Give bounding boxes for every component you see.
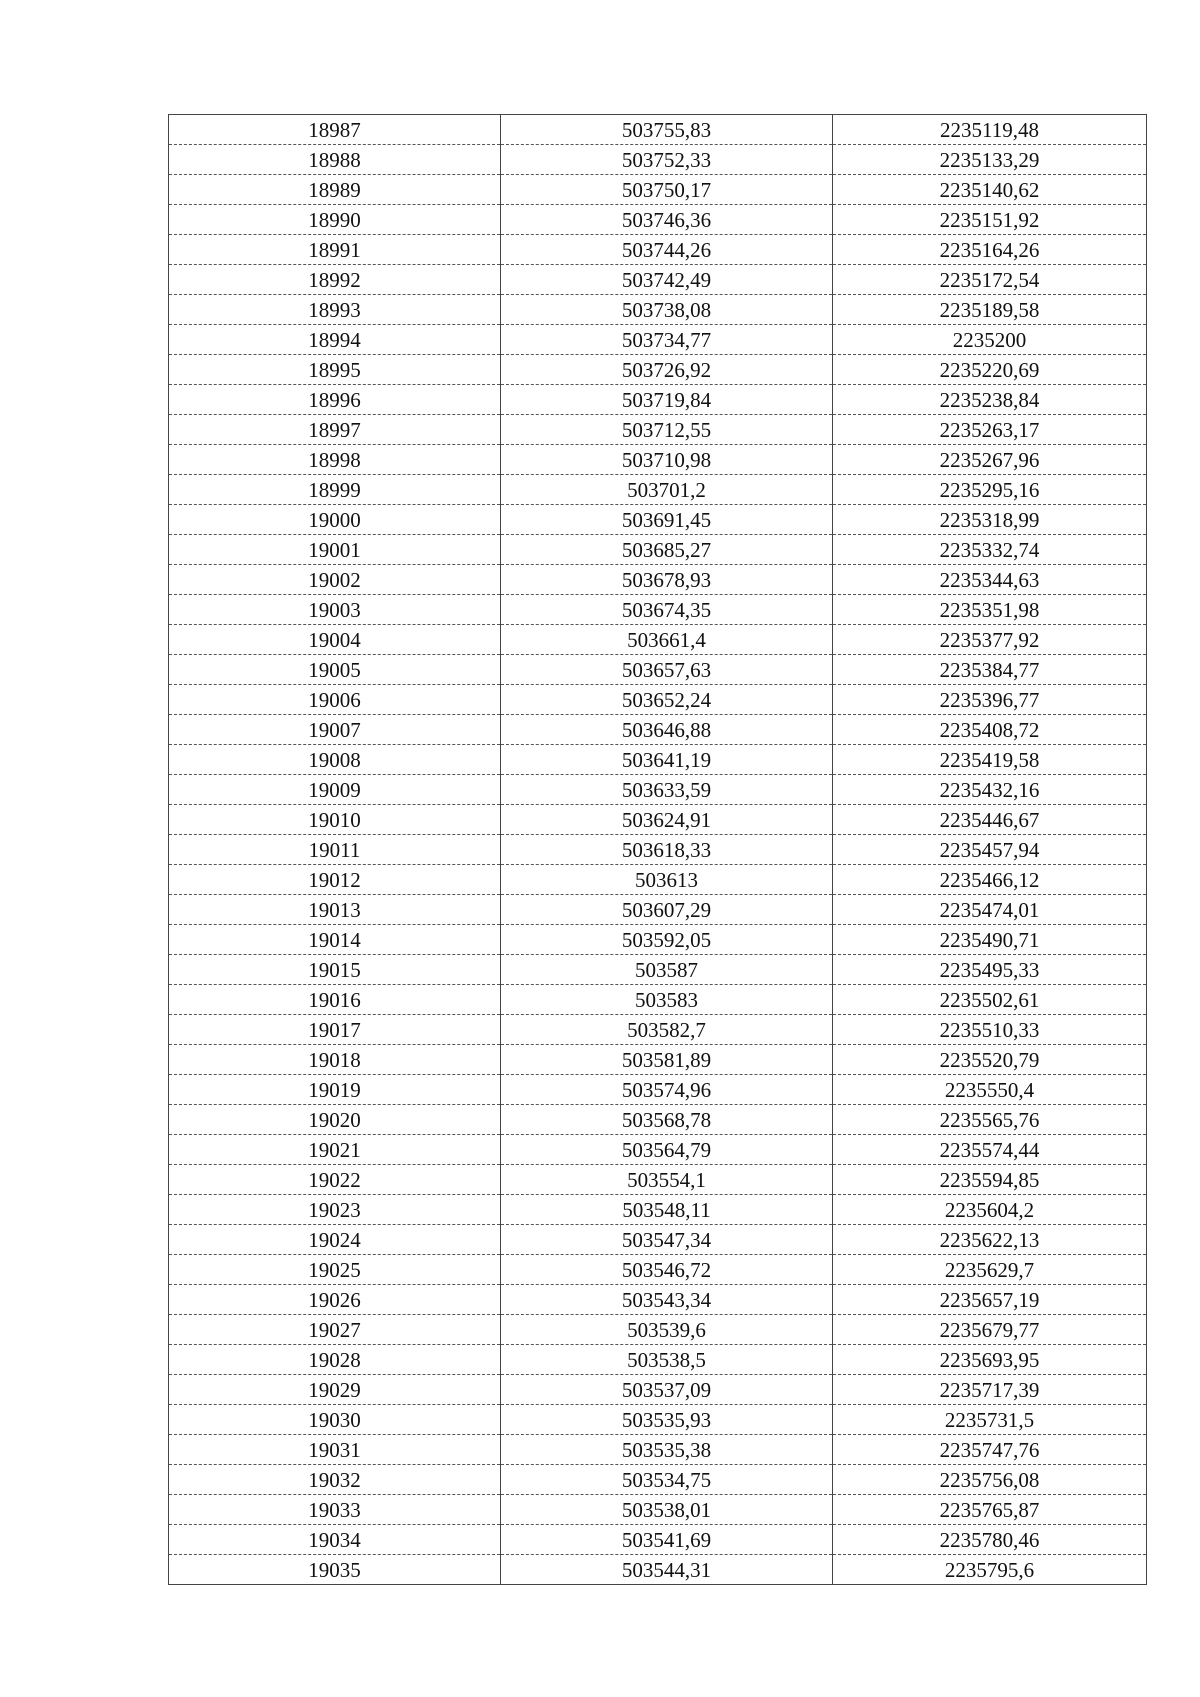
table-row — [169, 1195, 1147, 1225]
table-row — [169, 1015, 1147, 1045]
x-coordinate-cell: 503547,34 — [501, 1225, 833, 1255]
x-coordinate-cell: 503750,17 — [501, 175, 833, 205]
table-row — [169, 1255, 1147, 1285]
x-coordinate-cell: 503587 — [501, 955, 833, 985]
point-number-cell: 19025 — [169, 1255, 501, 1285]
table-row — [169, 1135, 1147, 1165]
table-row — [169, 1315, 1147, 1345]
x-coordinate-cell: 503618,33 — [501, 835, 833, 865]
y-coordinate-cell: 2235377,92 — [833, 625, 1147, 655]
y-coordinate-cell: 2235693,95 — [833, 1345, 1147, 1375]
y-coordinate-cell: 2235604,2 — [833, 1195, 1147, 1225]
point-number-cell: 19022 — [169, 1165, 501, 1195]
table-row — [169, 595, 1147, 625]
table-row — [169, 295, 1147, 325]
point-number-cell: 19034 — [169, 1525, 501, 1555]
y-coordinate-cell: 2235295,16 — [833, 475, 1147, 505]
point-number-cell: 19009 — [169, 775, 501, 805]
x-coordinate-cell: 503641,19 — [501, 745, 833, 775]
x-coordinate-cell: 503710,98 — [501, 445, 833, 475]
y-coordinate-cell: 2235780,46 — [833, 1525, 1147, 1555]
table-row — [169, 415, 1147, 445]
table-row — [169, 115, 1147, 145]
point-number-cell: 19024 — [169, 1225, 501, 1255]
table-row — [169, 325, 1147, 355]
x-coordinate-cell: 503646,88 — [501, 715, 833, 745]
table-row — [169, 505, 1147, 535]
table-row — [169, 1435, 1147, 1465]
point-number-cell: 19006 — [169, 685, 501, 715]
table-row — [169, 385, 1147, 415]
y-coordinate-cell: 2235747,76 — [833, 1435, 1147, 1465]
table-row — [169, 1405, 1147, 1435]
point-number-cell: 19016 — [169, 985, 501, 1015]
x-coordinate-cell: 503534,75 — [501, 1465, 833, 1495]
x-coordinate-cell: 503657,63 — [501, 655, 833, 685]
x-coordinate-cell: 503546,72 — [501, 1255, 833, 1285]
x-coordinate-cell: 503535,93 — [501, 1405, 833, 1435]
table-row — [169, 145, 1147, 175]
table-row — [169, 1105, 1147, 1135]
y-coordinate-cell: 2235133,29 — [833, 145, 1147, 175]
point-number-cell: 19013 — [169, 895, 501, 925]
x-coordinate-cell: 503538,5 — [501, 1345, 833, 1375]
point-number-cell: 19026 — [169, 1285, 501, 1315]
table-row — [169, 1075, 1147, 1105]
point-number-cell: 18996 — [169, 385, 501, 415]
y-coordinate-cell: 2235474,01 — [833, 895, 1147, 925]
y-coordinate-cell: 2235756,08 — [833, 1465, 1147, 1495]
y-coordinate-cell: 2235238,84 — [833, 385, 1147, 415]
y-coordinate-cell: 2235189,58 — [833, 295, 1147, 325]
y-coordinate-cell: 2235457,94 — [833, 835, 1147, 865]
table-row — [169, 475, 1147, 505]
y-coordinate-cell: 2235765,87 — [833, 1495, 1147, 1525]
point-number-cell: 18991 — [169, 235, 501, 265]
x-coordinate-cell: 503685,27 — [501, 535, 833, 565]
y-coordinate-cell: 2235731,5 — [833, 1405, 1147, 1435]
y-coordinate-cell: 2235510,33 — [833, 1015, 1147, 1045]
table-row — [169, 1345, 1147, 1375]
table-row — [169, 925, 1147, 955]
point-number-cell: 19029 — [169, 1375, 501, 1405]
y-coordinate-cell: 2235408,72 — [833, 715, 1147, 745]
table-row — [169, 625, 1147, 655]
y-coordinate-cell: 2235200 — [833, 325, 1147, 355]
point-number-cell: 19027 — [169, 1315, 501, 1345]
table-row — [169, 535, 1147, 565]
x-coordinate-cell: 503535,38 — [501, 1435, 833, 1465]
table-row — [169, 835, 1147, 865]
point-number-cell: 19010 — [169, 805, 501, 835]
table-row — [169, 1555, 1147, 1585]
x-coordinate-cell: 503564,79 — [501, 1135, 833, 1165]
table-row — [169, 655, 1147, 685]
point-number-cell: 18995 — [169, 355, 501, 385]
table-row — [169, 1465, 1147, 1495]
y-coordinate-cell: 2235446,67 — [833, 805, 1147, 835]
table-row — [169, 715, 1147, 745]
point-number-cell: 19005 — [169, 655, 501, 685]
y-coordinate-cell: 2235419,58 — [833, 745, 1147, 775]
table-row — [169, 985, 1147, 1015]
table-row — [169, 355, 1147, 385]
x-coordinate-cell: 503574,96 — [501, 1075, 833, 1105]
table-row — [169, 775, 1147, 805]
point-number-cell: 19011 — [169, 835, 501, 865]
table-row — [169, 1375, 1147, 1405]
table-row — [169, 1495, 1147, 1525]
x-coordinate-cell: 503701,2 — [501, 475, 833, 505]
table-row — [169, 565, 1147, 595]
y-coordinate-cell: 2235622,13 — [833, 1225, 1147, 1255]
x-coordinate-cell: 503633,59 — [501, 775, 833, 805]
x-coordinate-cell: 503746,36 — [501, 205, 833, 235]
point-number-cell: 19020 — [169, 1105, 501, 1135]
y-coordinate-cell: 2235574,44 — [833, 1135, 1147, 1165]
table-row — [169, 865, 1147, 895]
y-coordinate-cell: 2235332,74 — [833, 535, 1147, 565]
y-coordinate-cell: 2235164,26 — [833, 235, 1147, 265]
table-row — [169, 1225, 1147, 1255]
y-coordinate-cell: 2235679,77 — [833, 1315, 1147, 1345]
y-coordinate-cell: 2235490,71 — [833, 925, 1147, 955]
x-coordinate-cell: 503726,92 — [501, 355, 833, 385]
point-number-cell: 19033 — [169, 1495, 501, 1525]
x-coordinate-cell: 503582,7 — [501, 1015, 833, 1045]
point-number-cell: 19035 — [169, 1555, 501, 1585]
table-row — [169, 235, 1147, 265]
y-coordinate-cell: 2235495,33 — [833, 955, 1147, 985]
y-coordinate-cell: 2235384,77 — [833, 655, 1147, 685]
y-coordinate-cell: 2235502,61 — [833, 985, 1147, 1015]
table-row — [169, 955, 1147, 985]
point-number-cell: 18989 — [169, 175, 501, 205]
y-coordinate-cell: 2235151,92 — [833, 205, 1147, 235]
y-coordinate-cell: 2235550,4 — [833, 1075, 1147, 1105]
point-number-cell: 19004 — [169, 625, 501, 655]
table-row — [169, 445, 1147, 475]
x-coordinate-cell: 503712,55 — [501, 415, 833, 445]
x-coordinate-cell: 503734,77 — [501, 325, 833, 355]
table-row — [169, 745, 1147, 775]
x-coordinate-cell: 503581,89 — [501, 1045, 833, 1075]
y-coordinate-cell: 2235657,19 — [833, 1285, 1147, 1315]
point-number-cell: 19000 — [169, 505, 501, 535]
x-coordinate-cell: 503691,45 — [501, 505, 833, 535]
y-coordinate-cell: 2235565,76 — [833, 1105, 1147, 1135]
x-coordinate-cell: 503738,08 — [501, 295, 833, 325]
x-coordinate-cell: 503719,84 — [501, 385, 833, 415]
x-coordinate-cell: 503544,31 — [501, 1555, 833, 1585]
table-row — [169, 1525, 1147, 1555]
table-row — [169, 175, 1147, 205]
point-number-cell: 19001 — [169, 535, 501, 565]
table-row — [169, 1165, 1147, 1195]
x-coordinate-cell: 503583 — [501, 985, 833, 1015]
point-number-cell: 18987 — [169, 115, 501, 145]
table-row — [169, 205, 1147, 235]
point-number-cell: 18993 — [169, 295, 501, 325]
y-coordinate-cell: 2235220,69 — [833, 355, 1147, 385]
point-number-cell: 19017 — [169, 1015, 501, 1045]
table-row — [169, 265, 1147, 295]
y-coordinate-cell: 2235396,77 — [833, 685, 1147, 715]
point-number-cell: 19019 — [169, 1075, 501, 1105]
point-number-cell: 19032 — [169, 1465, 501, 1495]
y-coordinate-cell: 2235717,39 — [833, 1375, 1147, 1405]
y-coordinate-cell: 2235318,99 — [833, 505, 1147, 535]
x-coordinate-cell: 503752,33 — [501, 145, 833, 175]
x-coordinate-cell: 503592,05 — [501, 925, 833, 955]
table-row — [169, 685, 1147, 715]
point-number-cell: 19014 — [169, 925, 501, 955]
point-number-cell: 19031 — [169, 1435, 501, 1465]
x-coordinate-cell: 503755,83 — [501, 115, 833, 145]
y-coordinate-cell: 2235267,96 — [833, 445, 1147, 475]
point-number-cell: 18992 — [169, 265, 501, 295]
x-coordinate-cell: 503652,24 — [501, 685, 833, 715]
point-number-cell: 18999 — [169, 475, 501, 505]
point-number-cell: 19028 — [169, 1345, 501, 1375]
x-coordinate-cell: 503624,91 — [501, 805, 833, 835]
point-number-cell: 19012 — [169, 865, 501, 895]
point-number-cell: 19007 — [169, 715, 501, 745]
x-coordinate-cell: 503678,93 — [501, 565, 833, 595]
point-number-cell: 19002 — [169, 565, 501, 595]
x-coordinate-cell: 503674,35 — [501, 595, 833, 625]
y-coordinate-cell: 2235432,16 — [833, 775, 1147, 805]
point-number-cell: 19015 — [169, 955, 501, 985]
point-number-cell: 18997 — [169, 415, 501, 445]
y-coordinate-cell: 2235172,54 — [833, 265, 1147, 295]
table-row — [169, 895, 1147, 925]
x-coordinate-cell: 503548,11 — [501, 1195, 833, 1225]
point-number-cell: 19021 — [169, 1135, 501, 1165]
table-row — [169, 1045, 1147, 1075]
y-coordinate-cell: 2235140,62 — [833, 175, 1147, 205]
x-coordinate-cell: 503541,69 — [501, 1525, 833, 1555]
y-coordinate-cell: 2235119,48 — [833, 115, 1147, 145]
point-number-cell: 18994 — [169, 325, 501, 355]
x-coordinate-cell: 503537,09 — [501, 1375, 833, 1405]
coordinates-table-body — [169, 115, 1147, 1585]
point-number-cell: 18990 — [169, 205, 501, 235]
point-number-cell: 18988 — [169, 145, 501, 175]
y-coordinate-cell: 2235594,85 — [833, 1165, 1147, 1195]
x-coordinate-cell: 503613 — [501, 865, 833, 895]
x-coordinate-cell: 503568,78 — [501, 1105, 833, 1135]
y-coordinate-cell: 2235263,17 — [833, 415, 1147, 445]
y-coordinate-cell: 2235466,12 — [833, 865, 1147, 895]
x-coordinate-cell: 503661,4 — [501, 625, 833, 655]
point-number-cell: 19003 — [169, 595, 501, 625]
point-number-cell: 19023 — [169, 1195, 501, 1225]
x-coordinate-cell: 503742,49 — [501, 265, 833, 295]
x-coordinate-cell: 503543,34 — [501, 1285, 833, 1315]
x-coordinate-cell: 503554,1 — [501, 1165, 833, 1195]
point-number-cell: 19030 — [169, 1405, 501, 1435]
x-coordinate-cell: 503607,29 — [501, 895, 833, 925]
y-coordinate-cell: 2235795,6 — [833, 1555, 1147, 1585]
x-coordinate-cell: 503539,6 — [501, 1315, 833, 1345]
coordinates-table — [168, 114, 1147, 1585]
y-coordinate-cell: 2235629,7 — [833, 1255, 1147, 1285]
point-number-cell: 19018 — [169, 1045, 501, 1075]
table-row — [169, 805, 1147, 835]
table-row — [169, 1285, 1147, 1315]
point-number-cell: 18998 — [169, 445, 501, 475]
x-coordinate-cell: 503538,01 — [501, 1495, 833, 1525]
y-coordinate-cell: 2235351,98 — [833, 595, 1147, 625]
y-coordinate-cell: 2235344,63 — [833, 565, 1147, 595]
x-coordinate-cell: 503744,26 — [501, 235, 833, 265]
y-coordinate-cell: 2235520,79 — [833, 1045, 1147, 1075]
point-number-cell: 19008 — [169, 745, 501, 775]
